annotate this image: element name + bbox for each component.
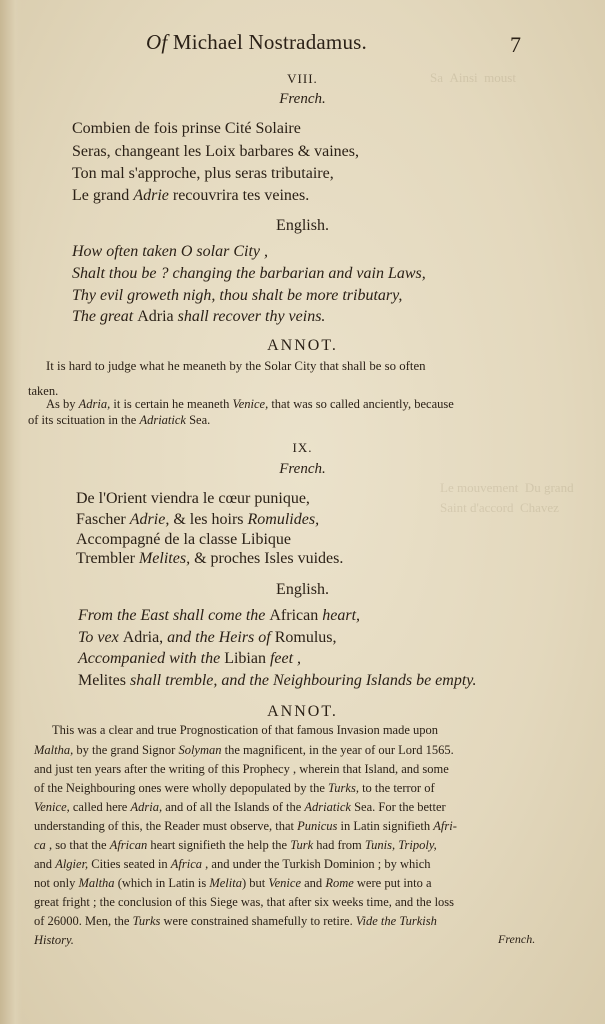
page-number: 7 bbox=[510, 32, 521, 57]
prose-text: had from bbox=[313, 838, 365, 852]
running-head-of: Of bbox=[146, 30, 168, 54]
verse-text: Fascher bbox=[76, 511, 130, 528]
prose-text-italic: Adria, bbox=[78, 397, 111, 411]
prose-text-italic: ca bbox=[34, 838, 46, 852]
english-heading-viii: English. bbox=[276, 217, 329, 234]
verse-text-italic: From the East shall come the bbox=[78, 607, 270, 624]
prose-text: Cities seated in bbox=[88, 857, 171, 871]
prose-text-italic: Maltha bbox=[78, 876, 115, 890]
prose-text: were put into a bbox=[353, 876, 432, 890]
annot-heading-ix: ANNOT. bbox=[267, 703, 338, 720]
prose-text: , so that the bbox=[45, 838, 110, 852]
verse-text: Trembler bbox=[76, 550, 139, 567]
french-heading-ix: French. bbox=[279, 461, 326, 477]
prose-text: called here bbox=[69, 800, 131, 814]
prose-text-italic: Afri- bbox=[433, 819, 457, 833]
verse-text-italic: Accompanied with the bbox=[78, 650, 225, 667]
prose-text: of the Neighbouring ones were wholly depopulated by the bbox=[34, 781, 329, 795]
verse-line: Ton mal s'approche, plus seras tributaire, bbox=[72, 165, 334, 182]
prose-line: great fright ; the conclusion of this Siege was, that after six weeks time, and the loss bbox=[34, 895, 455, 909]
verse-text-italic: feet , bbox=[265, 650, 302, 667]
catchword: French. bbox=[498, 932, 536, 946]
verse-line: Accompagné de la classe Libique bbox=[76, 531, 292, 548]
verse-text: Romulus, bbox=[274, 629, 337, 646]
prose-text: in Latin signifieth bbox=[337, 819, 434, 833]
prose-text: ) but bbox=[241, 876, 269, 890]
prose-text: , and under the Turkish Dominion ; by which bbox=[202, 857, 431, 871]
verse-text-italic: The great bbox=[72, 308, 138, 325]
prose-text-italic: Adriatick bbox=[304, 800, 351, 814]
prose-text: (which in Latin is bbox=[114, 876, 210, 890]
prose-text: Sea. bbox=[185, 413, 211, 427]
prose-text: not only bbox=[34, 876, 79, 890]
prose-line: It is hard to judge what he meaneth by the Solar City that shall be so often bbox=[46, 359, 426, 373]
verse-text-italic: shall tremble, and the Neighbouring Islands be empty. bbox=[126, 672, 477, 689]
verse-line: How often taken O solar City , bbox=[72, 243, 268, 260]
prose-text-italic: Adriatick bbox=[139, 413, 186, 427]
verse-line: Shalt thou be ? changing the barbarian and vain Laws, bbox=[72, 265, 426, 282]
verse-line bbox=[78, 630, 337, 646]
prose-text-italic: Venice, bbox=[34, 800, 70, 814]
verse-line: Seras, changeant les Loix barbares & vaines, bbox=[72, 143, 360, 160]
french-heading-viii: French. bbox=[279, 91, 326, 107]
verse-text: African bbox=[269, 607, 319, 624]
running-head bbox=[146, 30, 367, 55]
verse-text: & les hoirs bbox=[169, 511, 248, 528]
prose-text-italic: Punicus bbox=[297, 819, 338, 833]
show-through: Saint d'accord Chavez bbox=[440, 500, 559, 515]
verse-line bbox=[72, 309, 325, 325]
page-gutter-shadow bbox=[0, 0, 22, 1024]
prose-text-italic: Africa bbox=[170, 857, 203, 871]
prose-line: This was a clear and true Prognostication of that famous Invasion made upon bbox=[52, 723, 439, 737]
prose-text: As by bbox=[46, 397, 79, 411]
prose-text: and bbox=[301, 876, 326, 890]
annot-heading-viii: ANNOT. bbox=[267, 337, 338, 354]
show-through: Sa Ainsi moust bbox=[430, 70, 516, 85]
verse-line bbox=[76, 512, 319, 528]
verse-line: Thy evil groweth nigh, thou shalt be more tributary, bbox=[72, 287, 403, 304]
prose-text: were constrained shamefully to retire. bbox=[160, 914, 353, 928]
prose-text-italic: Melita bbox=[209, 876, 242, 890]
prose-text: and bbox=[34, 857, 56, 871]
verse-line bbox=[72, 188, 309, 204]
prose-text-italic: Maltha, bbox=[34, 743, 74, 757]
prose-text: Sea. For the better bbox=[350, 800, 446, 814]
prose-text-italic: Venice bbox=[268, 876, 301, 890]
prose-text: of its scituation in the bbox=[28, 413, 140, 427]
prose-line bbox=[34, 782, 435, 795]
verse-text-italic: Adrie, bbox=[129, 511, 170, 528]
prose-line bbox=[34, 820, 457, 833]
prose-line bbox=[34, 839, 437, 852]
prose-text-italic: Venice, bbox=[232, 397, 269, 411]
quatrain-numeral-ix: IX. bbox=[292, 440, 313, 455]
prose-line bbox=[34, 915, 437, 928]
verse-text: Libian bbox=[224, 650, 266, 667]
prose-text-italic: Turk bbox=[290, 838, 314, 852]
prose-text-italic: Turks, bbox=[328, 781, 359, 795]
running-head-title: Michael Nostradamus. bbox=[172, 30, 367, 54]
verse-text: Adria bbox=[137, 308, 174, 325]
verse-text-italic: and the Heirs of bbox=[163, 629, 275, 646]
prose-text: heart signifieth the help the bbox=[147, 838, 291, 852]
verse-line bbox=[76, 551, 343, 567]
verse-line: Combien de fois prinse Cité Solaire bbox=[72, 120, 301, 137]
prose-text: and of all the Islands of the bbox=[162, 800, 305, 814]
verse-text-italic: Melites, bbox=[138, 550, 191, 567]
prose-line bbox=[34, 877, 432, 890]
prose-text-italic: Turks bbox=[132, 914, 161, 928]
prose-text-italic: Vide the Turkish bbox=[352, 914, 437, 928]
prose-line bbox=[28, 414, 210, 427]
prose-line bbox=[34, 934, 74, 947]
verse-text-italic: shall recover thy veins. bbox=[173, 308, 326, 325]
prose-text-italic: Rome bbox=[325, 876, 354, 890]
prose-text: the magnificent, in the year of our Lord 1565. bbox=[221, 743, 454, 757]
prose-text: to the terror of bbox=[358, 781, 435, 795]
prose-text: of 26000. Men, the bbox=[34, 914, 133, 928]
prose-line bbox=[34, 744, 454, 757]
verse-line: De l'Orient viendra le cœur punique, bbox=[76, 490, 310, 507]
verse-text: Le grand bbox=[72, 187, 134, 204]
prose-line: taken. bbox=[28, 384, 59, 398]
verse-text-italic: To vex bbox=[78, 629, 123, 646]
verse-line bbox=[78, 651, 301, 667]
prose-line: and just ten years after the writing of this Prophecy , wherein that Island, and some bbox=[34, 762, 449, 776]
prose-text-italic: Adria, bbox=[130, 800, 163, 814]
quatrain-numeral-viii: VIII. bbox=[287, 71, 318, 86]
prose-line bbox=[34, 858, 431, 871]
prose-text-italic: Algier, bbox=[55, 857, 89, 871]
verse-text: & proches Isles vuides. bbox=[190, 550, 344, 567]
prose-text-italic: Solyman bbox=[178, 743, 222, 757]
verse-line bbox=[78, 608, 360, 624]
show-through: Le mouvement Du grand bbox=[440, 480, 574, 495]
prose-text: that was so called anciently, because bbox=[268, 397, 454, 411]
prose-text-italic: Tunis, Tripoly, bbox=[364, 838, 437, 852]
verse-text: Adria, bbox=[122, 629, 164, 646]
prose-line bbox=[46, 398, 454, 411]
verse-text-italic: Romulides, bbox=[247, 511, 320, 528]
prose-line bbox=[34, 801, 446, 814]
prose-text-italic: History. bbox=[34, 933, 74, 947]
verse-line bbox=[78, 673, 476, 689]
english-heading-ix: English. bbox=[276, 581, 329, 598]
verse-text: Melites bbox=[78, 672, 126, 689]
verse-text: recouvrira tes veines. bbox=[168, 187, 310, 204]
prose-text: by the grand Signor bbox=[73, 743, 179, 757]
prose-text: it is certain he meaneth bbox=[110, 397, 233, 411]
verse-text-italic: heart, bbox=[318, 607, 361, 624]
verse-text-italic: Adrie bbox=[133, 187, 169, 204]
prose-text: understanding of this, the Reader must observe, that bbox=[34, 819, 298, 833]
prose-text-italic: African bbox=[109, 838, 148, 852]
